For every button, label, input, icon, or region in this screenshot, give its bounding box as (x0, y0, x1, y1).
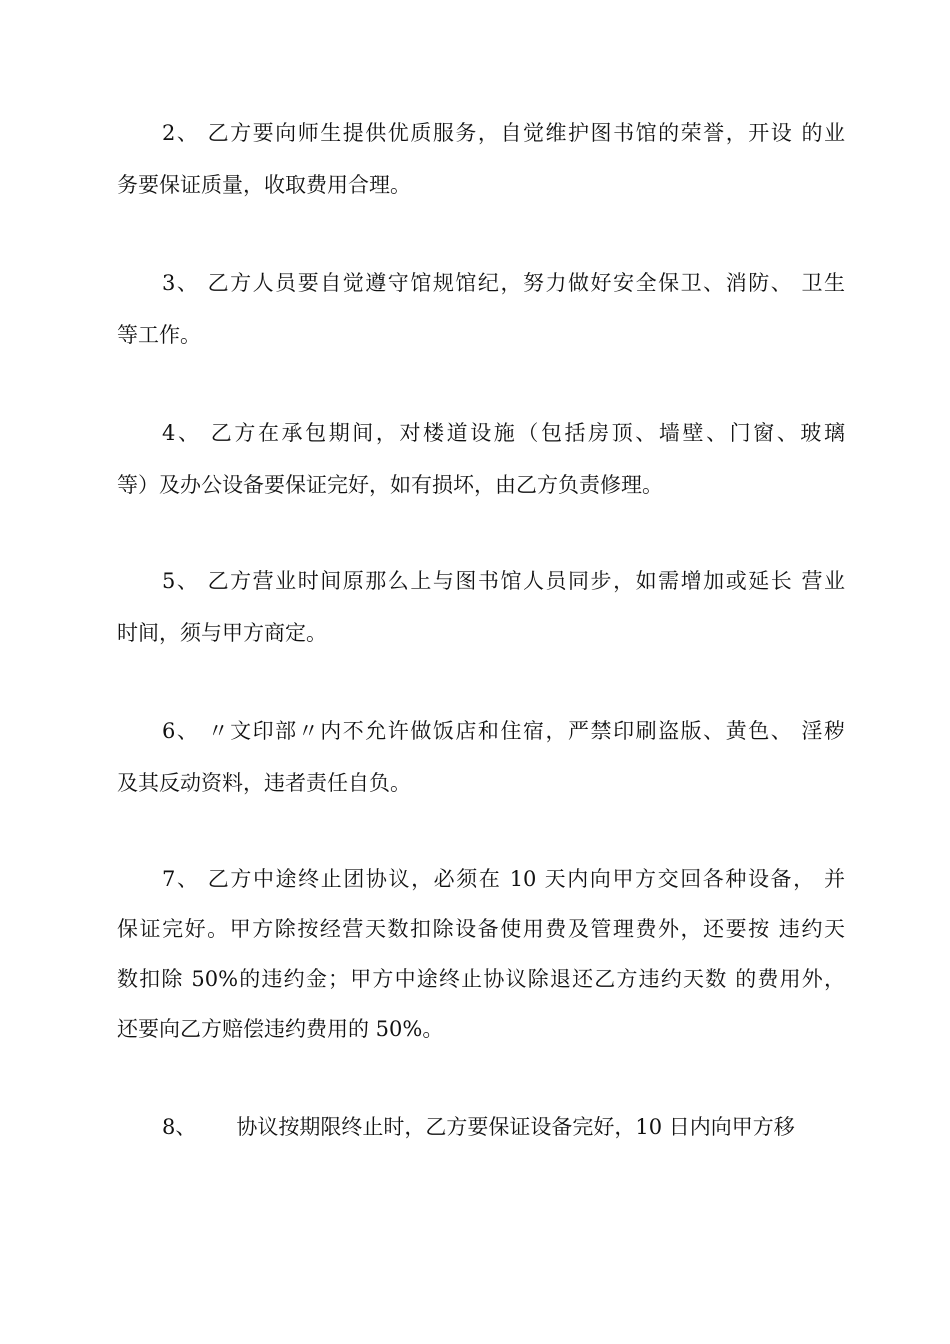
paragraph-4-line-2: 等）及办公设备要保证完好，如有损坏，由乙方负责修理。 (117, 473, 663, 497)
paragraph-5-line-2: 时间，须与甲方商定。 (117, 621, 327, 645)
paragraph-2-line-2: 务要保证质量，收取费用合理。 (117, 173, 411, 197)
paragraph-6-line-1: 6、 〃文印部〃内不允许做饭店和住宿，严禁印刷盗版、黄色、 淫秽 (162, 719, 845, 743)
paragraph-4-line-1: 4、 乙方在承包期间，对楼道设施（包括房顶、墙壁、门窗、玻璃 (162, 421, 845, 445)
paragraph-8-line-1: 8、 协议按期限终止时，乙方要保证设备完好，10 日内向甲方移 (162, 1115, 795, 1139)
paragraph-2-line-1: 2、 乙方要向师生提供优质服务，自觉维护图书馆的荣誉，开设 的业 (162, 121, 845, 145)
paragraph-7-line-2: 保证完好。甲方除按经营天数扣除设备使用费及管理费外，还要按 违约天 (117, 917, 845, 941)
paragraph-3-line-2: 等工作。 (117, 323, 201, 347)
paragraph-7-line-1: 7、 乙方中途终止团协议，必须在 10 天内向甲方交回各种设备， 并 (162, 867, 845, 891)
paragraph-7-line-4: 还要向乙方赔偿违约费用的 50%。 (117, 1017, 444, 1041)
paragraph-3-line-1: 3、 乙方人员要自觉遵守馆规馆纪，努力做好安全保卫、消防、 卫生 (162, 271, 845, 295)
paragraph-6-line-2: 及其反动资料，违者责任自负。 (117, 771, 411, 795)
paragraph-5-line-1: 5、 乙方营业时间原那么上与图书馆人员同步，如需增加或延长 营业 (162, 569, 845, 593)
paragraph-7-line-3: 数扣除 50%的违约金；甲方中途终止协议除退还乙方违约天数 的费用外， (117, 967, 845, 991)
